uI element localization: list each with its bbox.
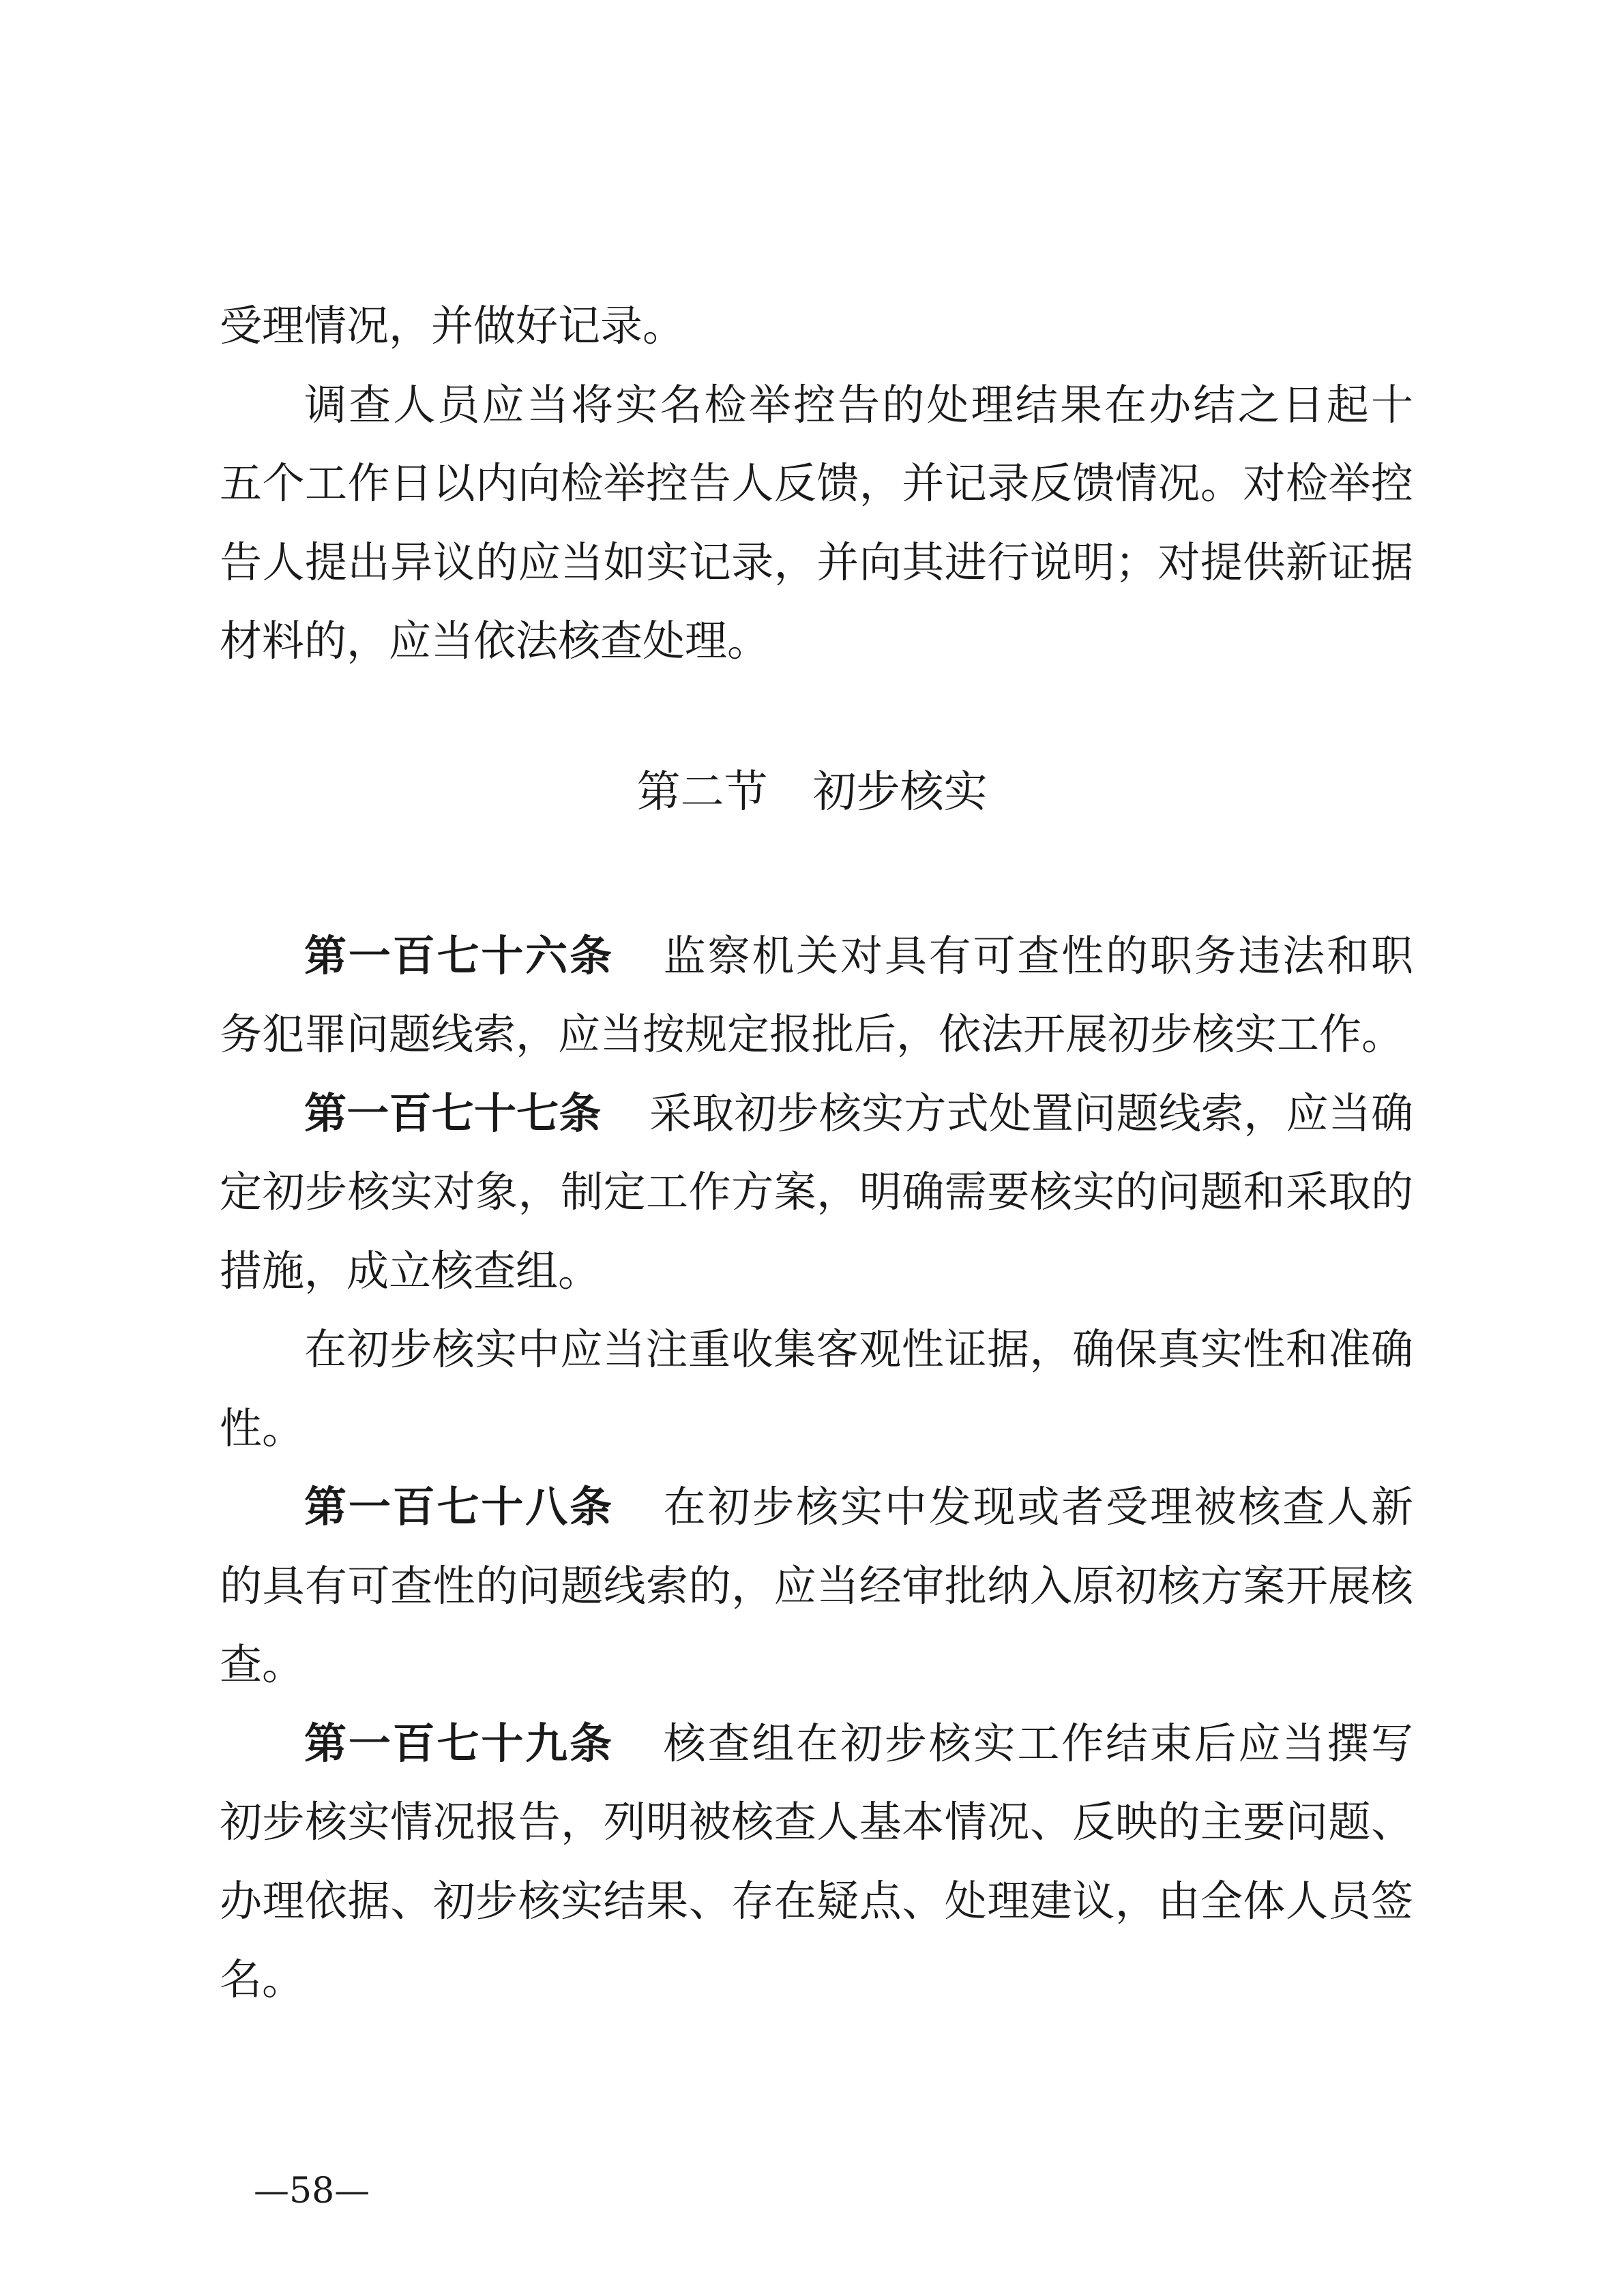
section-label: 第二节 [636,767,768,818]
article-178-first-line [304,1480,1413,1534]
page-number: —58— [254,2171,370,2211]
article-177-first-line [304,1086,1413,1141]
article-176-first-line [304,929,1413,983]
paragraph-line: 性。 [220,1403,305,1453]
paragraph-line: 务犯罪问题线索，应当按规定报批后，依法开展初步核实工作。 [220,1009,1404,1059]
article-number: 第一百七十八条 [304,1482,614,1532]
paragraph-line: 名。 [220,1954,305,2004]
article-text: 核查组在初步核实工作结束后应当撰写 [661,1718,1413,1768]
paragraph-line: 措施，成立核查组。 [220,1246,601,1296]
section-heading [0,765,1624,820]
paragraph-line: 五个工作日以内向检举控告人反馈，并记录反馈情况。对检举控 [220,458,1413,508]
paragraph-line: 告人提出异议的应当如实记录，并向其进行说明；对提供新证据 [220,537,1413,587]
article-number: 第一百七十九条 [304,1718,614,1768]
article-text: 监察机关对具有可查性的职务违法和职 [661,931,1413,981]
article-number: 第一百七十六条 [304,931,614,981]
article-number: 第一百七十七条 [304,1088,602,1138]
paragraph-line: 调查人员应当将实名检举控告的处理结果在办结之日起十 [304,380,1413,430]
paragraph-line: 办理依据、初步核实结果、存在疑点、处理建议，由全体人员签 [220,1876,1413,1926]
paragraph-line: 定初步核实对象，制定工作方案，明确需要核实的问题和采取的 [220,1167,1413,1217]
section-title: 初步核实 [812,767,988,818]
paragraph-line: 初步核实情况报告，列明被核查人基本情况、反映的主要问题、 [220,1797,1413,1847]
paragraph-line: 受理情况，并做好记录。 [220,301,685,351]
article-text: 在初步核实中发现或者受理被核查人新 [661,1482,1413,1532]
paragraph-line: 查。 [220,1639,305,1689]
article-text: 采取初步核实方式处置问题线索，应当确 [649,1088,1413,1138]
paragraph-line: 的具有可查性的问题线索的，应当经审批纳入原初核方案开展核 [220,1561,1413,1611]
article-179-first-line [304,1716,1413,1771]
paragraph-line: 在初步核实中应当注重收集客观性证据，确保真实性和准确 [304,1324,1413,1374]
paragraph-line: 材料的，应当依法核查处理。 [220,616,770,666]
